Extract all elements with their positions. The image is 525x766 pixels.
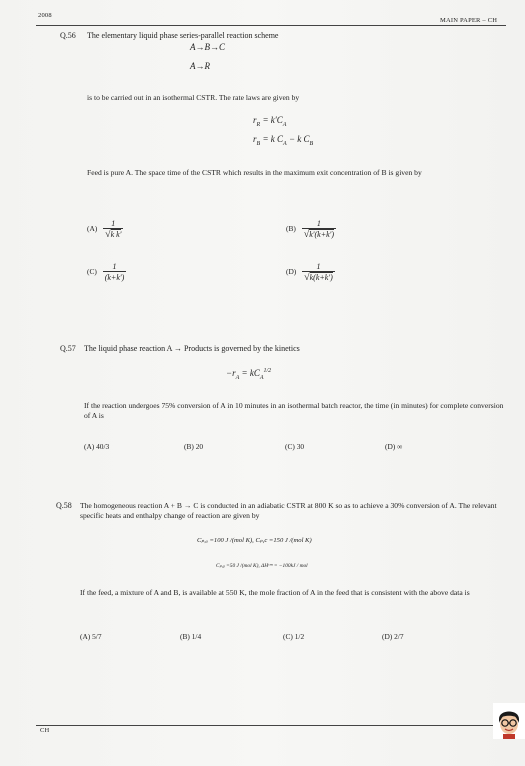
q56-line2: is to be carried out in an isothermal CSTR. The rate laws are given by bbox=[87, 93, 300, 102]
q58-number: Q.58 bbox=[56, 501, 72, 510]
header-paper: MAIN PAPER – CH bbox=[440, 17, 498, 24]
q57-option-a: (A) 40/3 bbox=[84, 442, 110, 451]
q57-option-c: (C) 30 bbox=[285, 442, 305, 451]
q57-text: If the reaction undergoes 75% conversion of A in 10 minutes in an isothermal batch reactor, the time (in minutes) for complete conversion of A is bbox=[84, 401, 504, 420]
q56-number: Q.56 bbox=[60, 31, 76, 40]
q56-option-a: (A) $\frac{1}{\text{√k k′}}$ bbox=[87, 219, 122, 240]
footer-rule bbox=[36, 725, 494, 726]
q58-specific-heats: Cₚ,ₐ =100 J /(mol K), Cₚ,c =150 J /(mol K) bbox=[197, 537, 312, 544]
q56-rate-r: $r_R = k'C_A$ bbox=[253, 115, 287, 128]
q58-option-a: (A) 5/7 bbox=[80, 632, 102, 641]
q56-option-d: (D) $\frac{1}{√k(k+k')}$ bbox=[286, 262, 333, 283]
q57-option-b: (B) 20 bbox=[184, 442, 204, 451]
header-rule bbox=[36, 25, 506, 26]
q56-option-c: (C) $\frac{1}{(k+k')}$ bbox=[87, 262, 125, 282]
q57-kinetics: $-r_A = kC_A^{1/2}$ bbox=[226, 368, 272, 381]
q58-text: If the feed, a mixture of A and B, is available at 550 K, the mole fraction of A in the feed that is consistent with the above data is bbox=[80, 588, 470, 597]
q58-option-b: (B) 1/4 bbox=[180, 632, 202, 641]
footer-left: CH bbox=[40, 727, 50, 734]
header-year: 2008 bbox=[38, 12, 52, 19]
q56-rate-b: $r_B = k$ $C_A - k$ $C_B$ bbox=[253, 134, 314, 147]
q58-enthalpy: Cₚ,ᵦ =50 J /(mol K), ΔHʳˣⁿ = −100kJ / mol bbox=[216, 563, 308, 569]
q56-option-b: (B) $\frac{1}{√k'(k+k')}$ bbox=[286, 219, 335, 240]
avatar-logo bbox=[493, 703, 525, 739]
q58-option-c: (C) 1/2 bbox=[283, 632, 305, 641]
q57-number: Q.57 bbox=[60, 344, 76, 353]
q57-option-d: (D) ∞ bbox=[385, 442, 403, 451]
q56-scheme-series: A→B→C bbox=[190, 42, 225, 52]
q56-stem: The elementary liquid phase series-parallel reaction scheme bbox=[87, 31, 279, 40]
avatar-icon bbox=[493, 703, 525, 739]
q56-feed-text: Feed is pure A. The space time of the CSTR which results in the maximum exit concentration of B is given by bbox=[87, 168, 422, 177]
q56-scheme-parallel: A→R bbox=[190, 61, 210, 71]
q58-option-d: (D) 2/7 bbox=[382, 632, 404, 641]
q57-stem: The liquid phase reaction A → Products is governed by the kinetics bbox=[84, 344, 300, 353]
q58-stem: The homogeneous reaction A + B → C is conducted in an adiabatic CSTR at 800 K so as to achieve a 30% conversion of A. The relevant specific heats and enthalpy change of reaction are given by bbox=[80, 501, 497, 520]
